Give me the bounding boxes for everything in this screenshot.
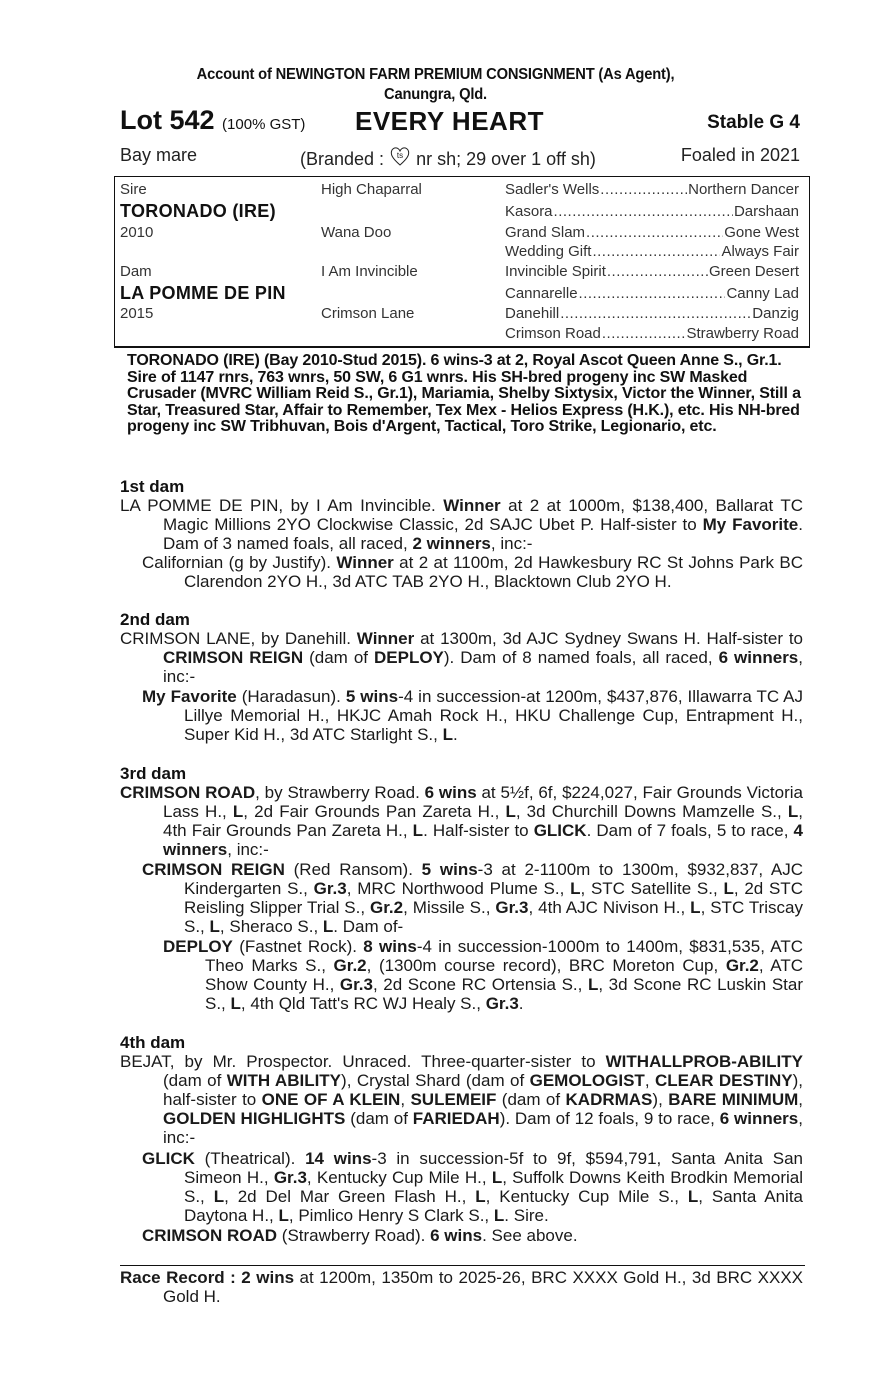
- sire-summary: TORONADO (IRE) (Bay 2010-Stud 2015). 6 wins-3 at 2, Royal Ascot Queen Anne S., Gr.1. Sire of 1147 rnrs, 763 wnrs, 50 SW, 6 G1 wnrs. His SH-bred progeny inc SW Masked Crusader (MVRC William Reid S., Gr.1), Mariamia, Shelby Sixtysix, Victor the Winner, Still a Star, Treasured Star, Affair to Remember, Tex Mex - Helios Express (H.K.), etc. His NH-bred progeny inc SW Tribhuvan, Bois d'Argent, Tactical, Toro Strike, Legionario, etc.: [127, 352, 801, 435]
- vendor-location: Canungra, Qld.: [384, 86, 487, 103]
- gst-note: (100% GST): [222, 116, 306, 133]
- second-dam-progeny: My Favorite (Haradasun). 5 wins-4 in succession-at 1200m, $437,876, Illawarra TC AJ Lillye Memorial H., HKJC Amah Rock H., HKU Challenge Cup, Entrapment H., Super Kid H., 3d ATC Starlight S., L.: [142, 687, 803, 744]
- granddam: Wana Doo: [321, 224, 392, 241]
- horse-name: EVERY HEART: [355, 106, 544, 136]
- divider: [120, 1265, 805, 1266]
- foaled-year: Foaled in 2021: [680, 145, 800, 165]
- vendor-line: Account of NEWINGTON FARM PREMIUM CONSIGNMENT (As Agent),: [196, 66, 675, 83]
- fourth-dam-heading: 4th dam: [120, 1033, 186, 1052]
- heart-brand-icon: [389, 145, 411, 167]
- first-dam-heading: 1st dam: [120, 477, 185, 496]
- dam-sire: I Am Invincible: [321, 263, 418, 280]
- pedigree-row: Kasora ..... Darshaan: [505, 203, 799, 220]
- third-dam-progeny: CRIMSON REIGN (Red Ransom). 5 wins-3 at 2-1100m to 1300m, $932,837, AJC Kindergarten S., Gr.3, MRC Northwood Plume S., L, STC Satellite S., L, 2d STC Reisling Slipper Trial S., Gr.2, Missile S., Gr.3, 4th AJC Nivison H., L, STC Triscay S., L, Sheraco S., L. Dam of-: [142, 860, 804, 936]
- sex-colour: Bay mare: [120, 145, 198, 165]
- stable-location: Stable G 4: [707, 112, 800, 133]
- dam-name: LA POMME DE PIN: [120, 283, 286, 303]
- pedigree-row: Sadler's Wells ..... Northern Dancer: [505, 181, 799, 198]
- second-dam-paragraph: CRIMSON LANE, by Danehill. Winner at 1300m, 3d AJC Sydney Swans H. Half-sister to CRIMSON REIGN (dam of DEPLOY). Dam of 8 named foals, all raced, 6 winners, inc:-: [120, 629, 804, 686]
- pedigree-row: Cannarelle ..... Canny Lad: [505, 285, 799, 302]
- dam-dam: Crimson Lane: [321, 305, 415, 322]
- pedigree-table: [114, 176, 810, 348]
- fourth-dam-progeny: GLICK (Theatrical). 14 wins-3 in succession-5f to 9f, $594,791, Santa Anita San Simeon H., Gr.3, Kentucky Cup Mile H., L, Suffolk Downs Keith Brodkin Memorial S., L, 2d Del Mar Green Flash H., L, Kentucky Cup Mile S., L, Santa Anita Daytona H., L, Pimlico Henry S Clark S., L. Sire.: [142, 1149, 804, 1225]
- third-dam-paragraph: CRIMSON ROAD, by Strawberry Road. 6 wins at 5½f, 6f, $224,027, Fair Grounds Victoria Lass H., L, 2d Fair Grounds Pan Zareta H., L, 3d Churchill Downs Mamzelle S., L, 4th Fair Grounds Pan Zareta H., L. Half-sister to GLICK. Dam of 7 foals, 5 to race, 4 winners, inc:-: [120, 783, 803, 859]
- first-dam-progeny: Californian (g by Justify). Winner at 2 at 1100m, 2d Hawkesbury RC St Johns Park BC Clarendon 2YO H., 3d ATC TAB 2YO H., Blacktown Club 2YO H.: [142, 553, 803, 591]
- brand-info: (Branded : ts nr sh; 29 over 1 off sh): [300, 145, 596, 170]
- grandsire: High Chaparral: [321, 181, 422, 198]
- pedigree-row: Crimson Road ..... Strawberry Road: [505, 325, 799, 342]
- pedigree-row: Danehill ..... Danzig: [505, 305, 799, 322]
- race-record: Race Record : 2 wins at 1200m, 1350m to 2025-26, BRC XXXX Gold H., 3d BRC XXXX Gold H.: [120, 1268, 803, 1306]
- pedigree-row: Wedding Gift ..... Always Fair: [505, 243, 799, 260]
- second-dam-heading: 2nd dam: [120, 610, 190, 629]
- first-dam-paragraph: LA POMME DE PIN, by I Am Invincible. Winner at 2 at 1000m, $138,400, Ballarat TC Magic Millions 2YO Clockwise Classic, 2d SAJC Ubet P. Half-sister to My Favorite. Dam of 3 named foals, all raced, 2 winners, inc:-: [120, 496, 803, 553]
- dam-year: 2015: [120, 305, 154, 322]
- svg-text:ts: ts: [396, 151, 404, 160]
- sire-name: TORONADO (IRE): [120, 201, 276, 221]
- sire-year: 2010: [120, 224, 154, 241]
- fourth-dam-paragraph: BEJAT, by Mr. Prospector. Unraced. Three-quarter-sister to WITHALLPROB-ABILITY (dam of WITH ABILITY), Crystal Shard (dam of GEMOLOGIST, CLEAR DESTINY), half-sister to ONE OF A KLEIN, SULEMEIF (dam of KADRMAS), BARE MINIMUM, GOLDEN HIGHLIGHTS (dam of FARIEDAH). Dam of 12 foals, 9 to race, 6 winners, inc:-: [120, 1052, 803, 1147]
- third-dam-grand-progeny: DEPLOY (Fastnet Rock). 8 wins-4 in succession-1000m to 1400m, $831,535, ATC Theo Marks S., Gr.2, (1300m course record), BRC Moreton Cup, Gr.2, ATC Show County H., Gr.3, 2d Scone RC Ortensia S., L, 3d Scone RC Luskin Star S., L, 4th Qld Tatt's RC WJ Healy S., Gr.3.: [163, 937, 804, 1013]
- dam-label: Dam: [120, 263, 152, 280]
- pedigree-row: Grand Slam ..... Gone West: [505, 224, 799, 241]
- lot-number: Lot 542 (100% GST): [120, 105, 306, 135]
- third-dam-heading: 3rd dam: [120, 764, 187, 783]
- fourth-dam-progeny-2: CRIMSON ROAD (Strawberry Road). 6 wins. See above.: [142, 1226, 578, 1245]
- pedigree-row: Invincible Spirit ..... Green Desert: [505, 263, 799, 280]
- sire-label: Sire: [120, 181, 147, 198]
